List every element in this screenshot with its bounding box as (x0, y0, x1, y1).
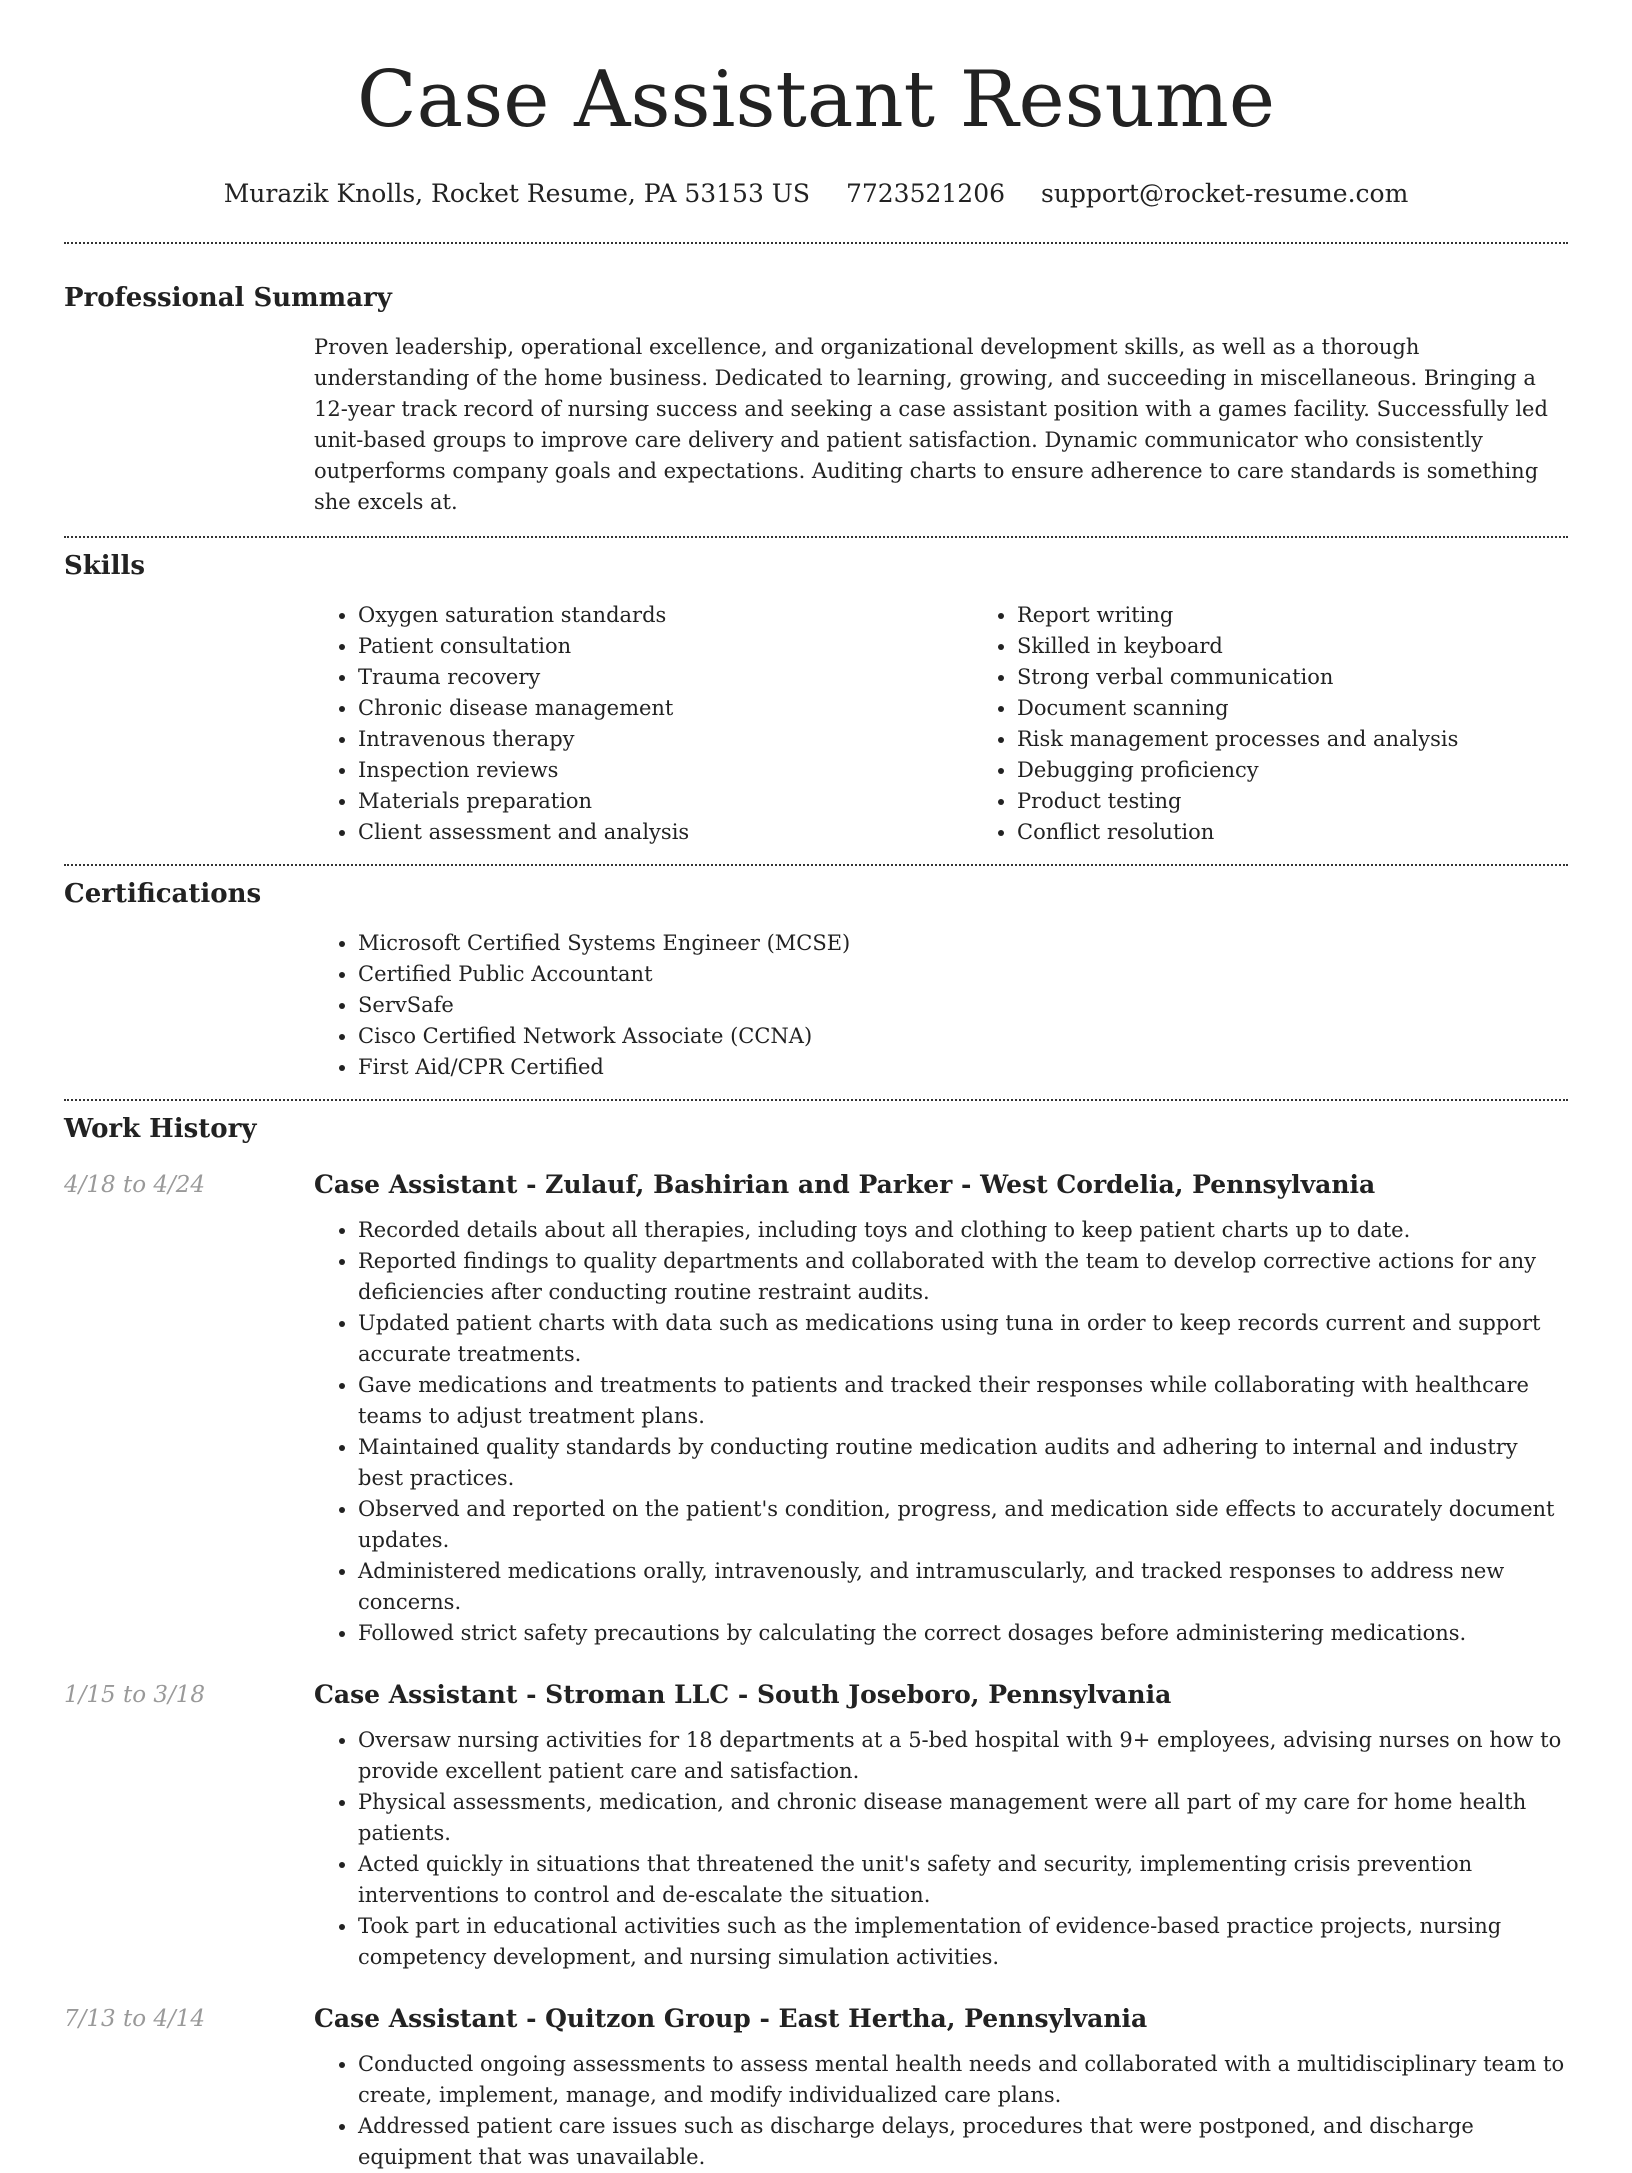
job-bullet: • Observed and reported on the patient's condition, progress, and medication side effects to accurately document updates. (358, 1494, 1568, 1556)
skills-list-left (314, 600, 973, 848)
job-bullet: • Conducted ongoing assessments to assess mental health needs and collaborated with a multidisciplinary team to create, implement, manage, and modify individualized care plans. (358, 2049, 1568, 2111)
job-bullet: • Oversaw nursing activities for 18 departments at a 5-bed hospital with 9+ employees, advising nurses on how to provide excellent patient care and satisfaction. (358, 1725, 1568, 1787)
certifications-list (314, 928, 1568, 1083)
skill-item: • Client assessment and analysis (358, 817, 973, 848)
skill-item: • Conflict resolution (1017, 817, 1632, 848)
job-title: Case Assistant - Stroman LLC - South Joseboro, Pennsylvania (314, 1680, 1172, 1709)
section-heading: Work History (64, 1114, 257, 1144)
job-bullet: • Gave medications and treatments to patients and tracked their responses while collaborating with healthcare teams to adjust treatment plans. (358, 1370, 1568, 1432)
certification-item: • ServSafe (358, 990, 1568, 1021)
skills-section (64, 538, 1568, 848)
job-bullets (314, 1215, 1568, 1649)
skill-item: • Chronic disease management (358, 693, 973, 724)
job-title: Case Assistant - Zulauf, Bashirian and Parker - West Cordelia, Pennsylvania (314, 1170, 1376, 1199)
skill-item: • Skilled in keyboard (1017, 631, 1632, 662)
job-bullet: • Maintained quality standards by conducting routine medication audits and adhering to internal and industry best practices. (358, 1432, 1568, 1494)
summary-text: Proven leadership, operational excellence, and organizational development skills, as well as a thorough understanding of the home business. Dedicated to learning, growing, and succeeding in miscellaneous. Bringing a 12-year track record of nursing success and seeking a case assistant position with a games facility. Successfully led unit-based groups to improve care delivery and patient satisfaction. Dynamic communicator who consistently outperforms company goals and expectations. Auditing charts to ensure adherence to care standards is something she excels at. (314, 335, 1548, 514)
skill-item: • Debugging proficiency (1017, 755, 1632, 786)
contact-phone: 7723521206 (845, 179, 1006, 208)
job-dates: 1/15 to 3/18 (64, 1682, 206, 1708)
job-bullet: • Recorded details about all therapies, including toys and clothing to keep patient charts up to date. (358, 1215, 1568, 1246)
skills-list-right (973, 600, 1632, 848)
job-bullet: • Acted quickly in situations that threatened the unit's safety and security, implementing crisis prevention interventions to control and de-escalate the situation. (358, 1849, 1568, 1911)
skill-item: • Trauma recovery (358, 662, 973, 693)
certifications-section (64, 866, 1568, 1083)
certification-item: • Certified Public Accountant (358, 959, 1568, 990)
contact-email: support@rocket-resume.com (1040, 179, 1409, 208)
job-bullet: • Followed strict safety precautions by calculating the correct dosages before administering medications. (358, 1618, 1568, 1649)
job-dates: 7/13 to 4/14 (64, 2006, 206, 2032)
job-entry (64, 1167, 1568, 1649)
job-entry (64, 2001, 1568, 2173)
resume-title: Case Assistant Resume (356, 55, 1276, 145)
section-heading: Skills (64, 551, 146, 581)
skill-item: • Materials preparation (358, 786, 973, 817)
skill-item: • Product testing (1017, 786, 1632, 817)
job-bullet: • Physical assessments, medication, and chronic disease management were all part of my care for home health patients. (358, 1787, 1568, 1849)
certification-item: • Microsoft Certified Systems Engineer (MCSE) (358, 928, 1568, 959)
skill-item: • Document scanning (1017, 693, 1632, 724)
section-heading: Certifications (64, 879, 262, 909)
job-title: Case Assistant - Quitzon Group - East Hertha, Pennsylvania (314, 2004, 1148, 2033)
job-bullet: • Reported findings to quality departments and collaborated with the team to develop corrective actions for any deficiencies after conducting routine restraint audits. (358, 1246, 1568, 1308)
contact-line (64, 174, 1568, 214)
certification-item: • Cisco Certified Network Associate (CCNA) (358, 1021, 1568, 1052)
skill-item: • Risk management processes and analysis (1017, 724, 1632, 755)
skill-item: • Oxygen saturation standards (358, 600, 973, 631)
skill-item: • Strong verbal communication (1017, 662, 1632, 693)
job-bullets (314, 1725, 1568, 1973)
skill-item: • Inspection reviews (358, 755, 973, 786)
summary-section (64, 244, 1568, 518)
skill-item: • Report writing (1017, 600, 1632, 631)
job-bullet: • Addressed patient care issues such as discharge delays, procedures that were postponed, and discharge equipment that was unavailable. (358, 2111, 1568, 2173)
job-bullets (314, 2049, 1568, 2173)
job-dates: 4/18 to 4/24 (64, 1172, 206, 1198)
skill-item: • Intravenous therapy (358, 724, 973, 755)
section-heading: Professional Summary (64, 283, 392, 313)
skill-item: • Patient consultation (358, 631, 973, 662)
certification-item: • First Aid/CPR Certified (358, 1052, 1568, 1083)
work-history-section (64, 1101, 1568, 2173)
job-bullet: • Administered medications orally, intravenously, and intramuscularly, and tracked responses to address new concerns. (358, 1556, 1568, 1618)
job-bullet: • Updated patient charts with data such as medications using tuna in order to keep records current and support accurate treatments. (358, 1308, 1568, 1370)
contact-address: Murazik Knolls, Rocket Resume, PA 53153 US (223, 179, 811, 208)
job-bullet: • Took part in educational activities such as the implementation of evidence-based practice projects, nursing competency development, and nursing simulation activities. (358, 1911, 1568, 1973)
job-entry (64, 1677, 1568, 1973)
